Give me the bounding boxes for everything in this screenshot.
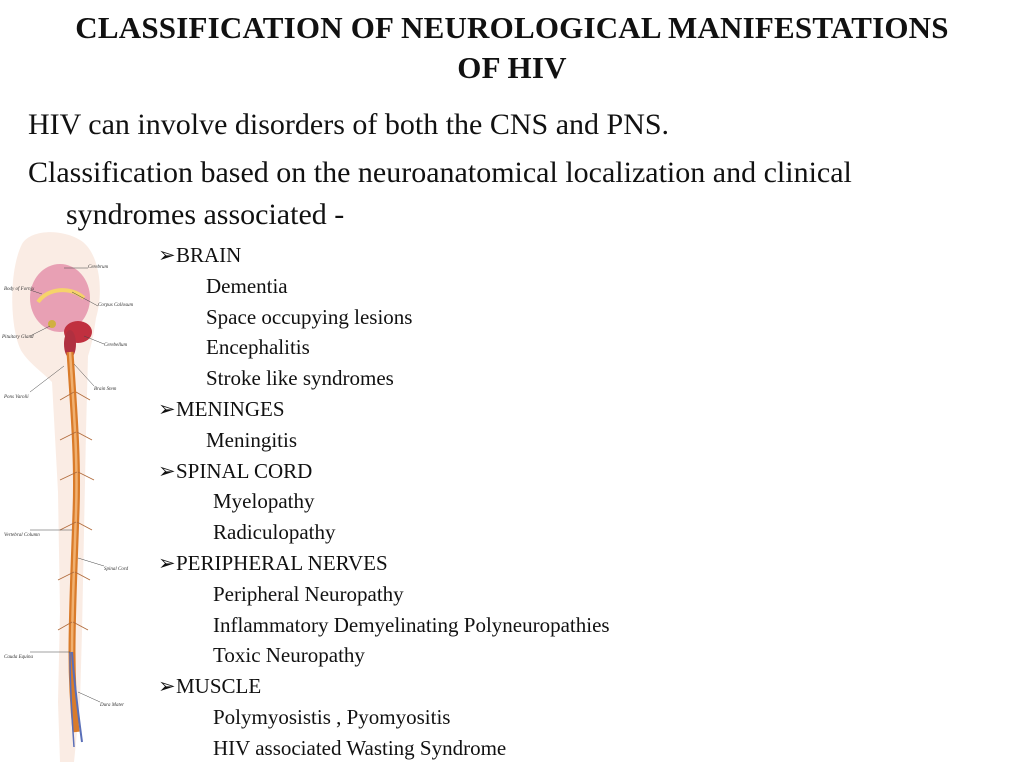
intro-text xyxy=(28,104,1008,236)
list-item: Myelopathy xyxy=(213,489,315,514)
label-dura-mater: Dura Mater xyxy=(100,703,125,708)
intro-bullet-2-line-2: syndromes associated - xyxy=(66,198,345,231)
nervous-system-illustration xyxy=(0,232,146,764)
list-item: HIV associated Wasting Syndrome xyxy=(213,735,507,760)
label-body-of-fornix: Body of Fornix xyxy=(4,287,35,292)
category-spinal-cord xyxy=(158,456,978,487)
category-label: MUSCLE xyxy=(176,674,262,699)
list-item: Meningitis xyxy=(206,427,298,452)
slide-title xyxy=(0,8,1024,88)
list-item: Radiculopathy xyxy=(213,520,336,545)
category-muscle xyxy=(158,671,978,702)
list-item: Inflammatory Demyelinating Polyneuropathies xyxy=(213,612,610,637)
label-vertebral-column: Vertebral Column xyxy=(4,533,40,538)
category-label: PERIPHERAL NERVES xyxy=(176,550,388,575)
slide-title-line-1: CLASSIFICATION OF NEUROLOGICAL MANIFESTATIONS xyxy=(75,10,949,45)
label-cauda-equina: Cauda Equina xyxy=(4,655,34,660)
nervous-system-svg xyxy=(0,232,146,764)
list-item: Peripheral Neuropathy xyxy=(213,581,404,606)
arrow-bullet-icon: ➢ xyxy=(158,458,176,483)
label-brain-stem: Brain Stem xyxy=(94,387,117,392)
intro-bullet-2 xyxy=(28,152,1008,236)
label-pituitary-gland: Pituitary Gland xyxy=(2,335,34,340)
category-label: BRAIN xyxy=(176,243,242,267)
arrow-bullet-icon: ➢ xyxy=(158,243,176,267)
list-item: Stroke like syndromes xyxy=(206,366,394,391)
classification-list xyxy=(158,240,978,764)
category-peripheral-nerves xyxy=(158,548,978,579)
intro-bullet-1: HIV can involve disorders of both the CNS and PNS. xyxy=(28,108,670,141)
category-label: SPINAL CORD xyxy=(176,458,313,483)
arrow-bullet-icon: ➢ xyxy=(158,550,176,575)
pituitary-shape xyxy=(48,320,56,328)
category-meninges xyxy=(158,394,978,425)
list-item: Polymyosistis , Pyomyositis xyxy=(213,704,451,729)
intro-bullet-2-line-1: Classification based on the neuroanatomical localization and clinical xyxy=(28,156,852,189)
label-spinal-cord: Spinal Cord xyxy=(104,567,129,572)
label-cerebellum: Cerebellum xyxy=(104,343,128,348)
label-cerebrum: Cerebrum xyxy=(88,265,109,270)
label-corpus-callosum: Corpus Callosum xyxy=(98,303,134,308)
list-item: Dementia xyxy=(206,273,288,298)
arrow-bullet-icon: ➢ xyxy=(158,396,176,421)
list-item: Space occupying lesions xyxy=(206,304,413,329)
category-label: MENINGES xyxy=(176,396,285,421)
category-brain xyxy=(158,240,978,271)
slide-title-line-2: OF HIV xyxy=(457,50,567,85)
arrow-bullet-icon: ➢ xyxy=(158,674,176,699)
label-pons-varolii: Pons Varolii xyxy=(4,395,29,400)
list-item: Encephalitis xyxy=(206,335,310,360)
list-item: Toxic Neuropathy xyxy=(213,643,365,668)
